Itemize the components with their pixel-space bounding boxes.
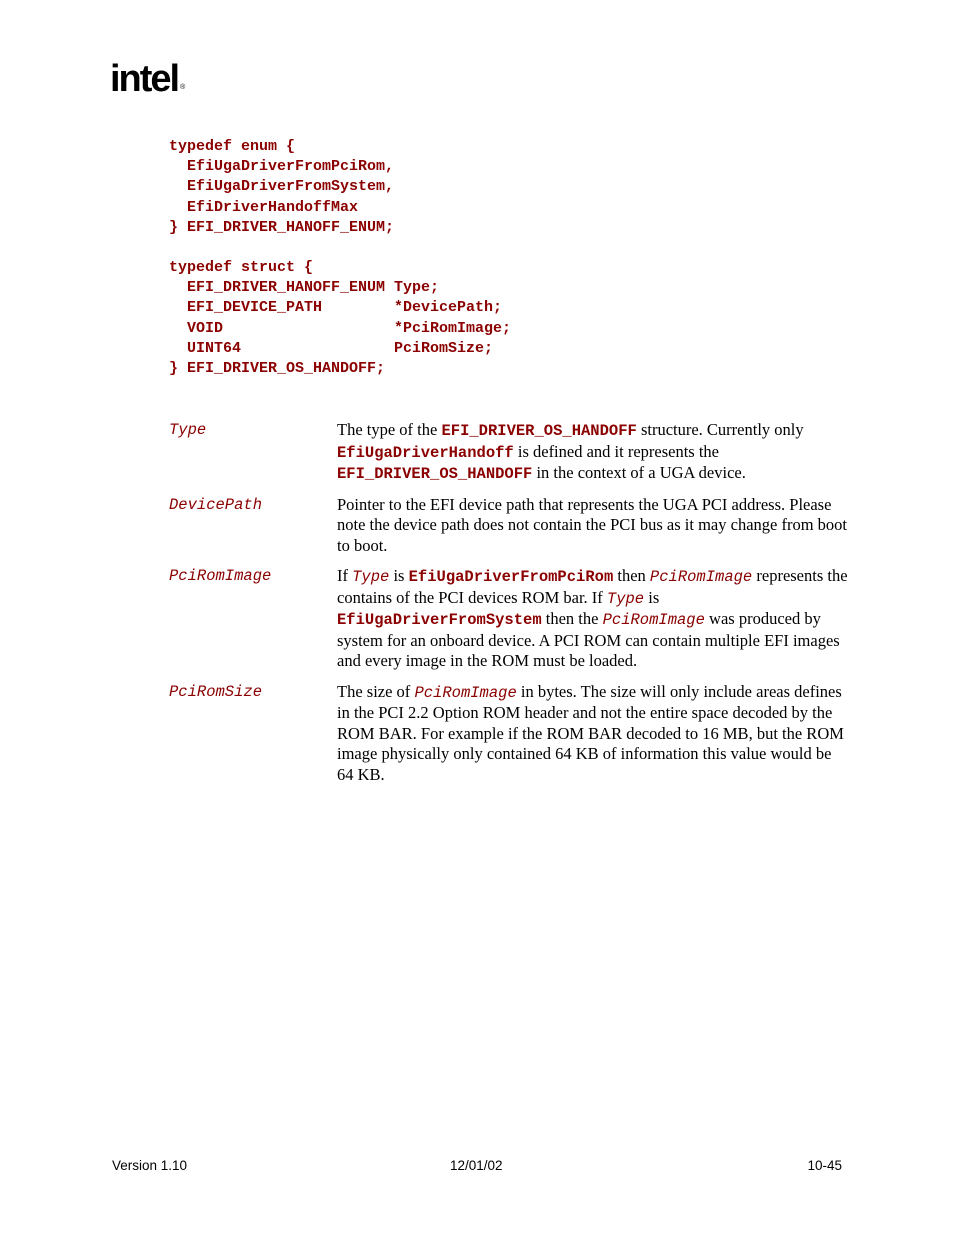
code-term: PciRomImage [414, 683, 517, 702]
param-description [337, 682, 849, 786]
desc-text: then the [541, 609, 603, 628]
desc-text: is defined and it represents the [513, 441, 720, 461]
code-term: EfiUgaDriverFromSystem [337, 611, 542, 629]
code-line: typedef enum { [169, 138, 296, 155]
param-row [169, 682, 849, 786]
desc-text: structure. Currently only [636, 420, 804, 439]
code-term: Type [352, 568, 390, 586]
code-line: EFI_DEVICE_PATH *DevicePath; [169, 299, 503, 317]
param-description [337, 495, 849, 557]
code-line: } EFI_DRIVER_OS_HANDOFF; [169, 360, 386, 378]
desc-text: The type of the [337, 420, 442, 439]
code-block-struct [169, 258, 511, 379]
param-description [337, 420, 849, 485]
desc-text: in the context of a UGA device. [532, 463, 746, 482]
intel-logo [110, 58, 185, 101]
desc-text: represents the contains of the PCI devices ROM bar. If [337, 566, 848, 607]
code-line: } EFI_DRIVER_HANOFF_ENUM; [169, 218, 395, 236]
registered-mark: ® [180, 84, 186, 91]
desc-text: in bytes. The size will only include areas defines in the PCI 2.2 Option ROM header and not the entire space decoded by the ROM BAR. For example if the ROM BAR decoded to 16 MB, but the ROM image physically only contained 64 KB of information this value would be 64 KB. [337, 681, 844, 784]
code-line: typedef struct { [169, 259, 314, 276]
param-row [169, 420, 849, 485]
code-line: EFI_DRIVER_HANOFF_ENUM Type; [169, 279, 440, 297]
parameter-list [169, 420, 849, 795]
code-term: EFI_DRIVER_OS_HANDOFF [441, 422, 637, 440]
code-term: PciRomImage [649, 568, 753, 586]
desc-text: is [389, 566, 409, 585]
desc-text: is [644, 587, 660, 607]
param-name: PciRomSize [169, 682, 263, 701]
footer-version: Version 1.10 [112, 1158, 188, 1173]
footer-date: 12/01/02 [450, 1158, 503, 1173]
code-line: VOID *PciRomImage; [169, 319, 512, 337]
param-row [169, 495, 849, 557]
param-name: DevicePath [169, 495, 263, 514]
code-line: UINT64 PciRomSize; [169, 339, 494, 357]
param-row [169, 566, 849, 672]
code-term: Type [606, 589, 645, 608]
code-term: EFI_DRIVER_OS_HANDOFF [337, 465, 533, 483]
desc-text: was produced by system for an onboard device. A PCI ROM can contain multiple EFI images and every image in the ROM must be loaded. [337, 609, 840, 670]
logo-text: intel [110, 58, 179, 100]
param-name: PciRomImage [169, 567, 272, 585]
param-name: Type [169, 421, 207, 439]
footer-page-number: 10-45 [807, 1158, 842, 1173]
code-term: EfiUgaDriverHandoff [337, 443, 514, 462]
desc-text: The size of [337, 681, 415, 701]
code-block-enum [169, 137, 394, 238]
code-line: EfiUgaDriverFromSystem, [169, 178, 395, 196]
desc-text: If [337, 566, 353, 585]
desc-text: then [613, 566, 650, 585]
code-term: EfiUgaDriverFromPciRom [408, 568, 614, 586]
param-description [337, 566, 849, 672]
desc-text: Pointer to the EFI device path that represents the UGA PCI address. Please note the device path does not contain the PCI bus as it may change from boot to boot. [337, 494, 848, 555]
code-term: PciRomImage [602, 611, 705, 629]
code-line: EfiUgaDriverFromPciRom, [169, 158, 395, 176]
code-line: EfiDriverHandoffMax [169, 198, 359, 216]
